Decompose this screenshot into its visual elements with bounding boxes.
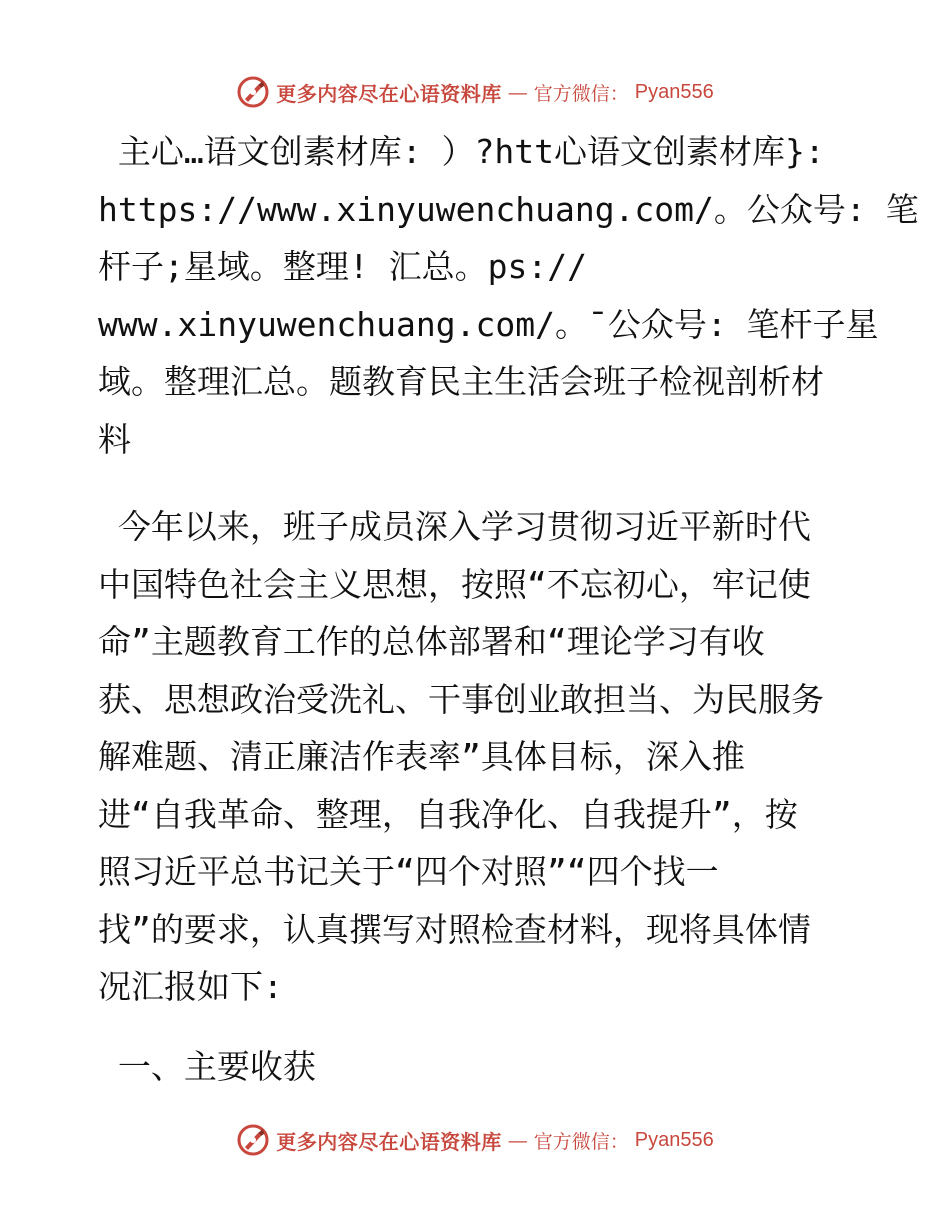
text-line: https://www.xinyuwenchuang.com/。公众号: 笔 [98,189,919,229]
banner-dash: — [507,1128,528,1152]
banner-wechat-label: 官方微信： [533,82,629,105]
banner-title: 更多内容尽在心语资料库 [276,1129,502,1154]
paragraph-gap [98,468,858,498]
paragraph-intro [98,123,919,468]
header-banner [0,70,950,114]
text-line: 今年以来，班子成员深入学习贯彻习近平新时代 [98,507,811,546]
paragraph-main [98,498,858,1016]
banner-wechat-id: Pyan556 [634,1128,714,1151]
text-line: 解难题、清正廉洁作表率”具体目标，深入推 [98,737,745,776]
logo-icon [236,75,270,109]
text-line: 获、思想政治受洗礼、干事创业敢担当、为民服务 [98,679,824,719]
paragraph-gap [98,1016,858,1038]
text-line: 命”主题教育工作的总体部署和“理论学习有收 [98,622,765,661]
text-line: 料 [98,419,131,459]
banner-dash: — [507,80,528,104]
banner-wechat-id: Pyan556 [634,80,714,103]
heading-line: 一、主要收获 [98,1046,316,1086]
text-line: 况汇报如下: [98,967,283,1006]
text-line: 进“自我革命、整理，自我净化、自我提升”，按 [98,794,798,834]
banner-wechat-label: 官方微信： [533,1130,629,1153]
text-line: 主心…语文创素材库: ）?htt心语文创素材库}: [98,132,825,171]
text-line: 中国特色社会主义思想，按照“不忘初心，牢记使 [98,564,811,604]
banner-title: 更多内容尽在心语资料库 [276,81,502,106]
text-line: www.xinyuwenchuang.com/。¯公众号: 笔杆子星 [98,304,879,344]
logo-icon [236,1123,270,1157]
text-line: 找”的要求，认真撰写对照检查材料，现将具体情 [98,909,811,949]
document-body [98,123,919,1095]
footer-banner [0,1118,950,1162]
text-line: 域。整理汇总。题教育民主生活会班子检视剖析材 [98,362,824,401]
section-heading [98,1038,858,1096]
text-line: 照习近平总书记关于“四个对照”“四个找一 [98,852,719,891]
text-line: 杆子;星域。整理! 汇总。ps:// [98,247,587,286]
